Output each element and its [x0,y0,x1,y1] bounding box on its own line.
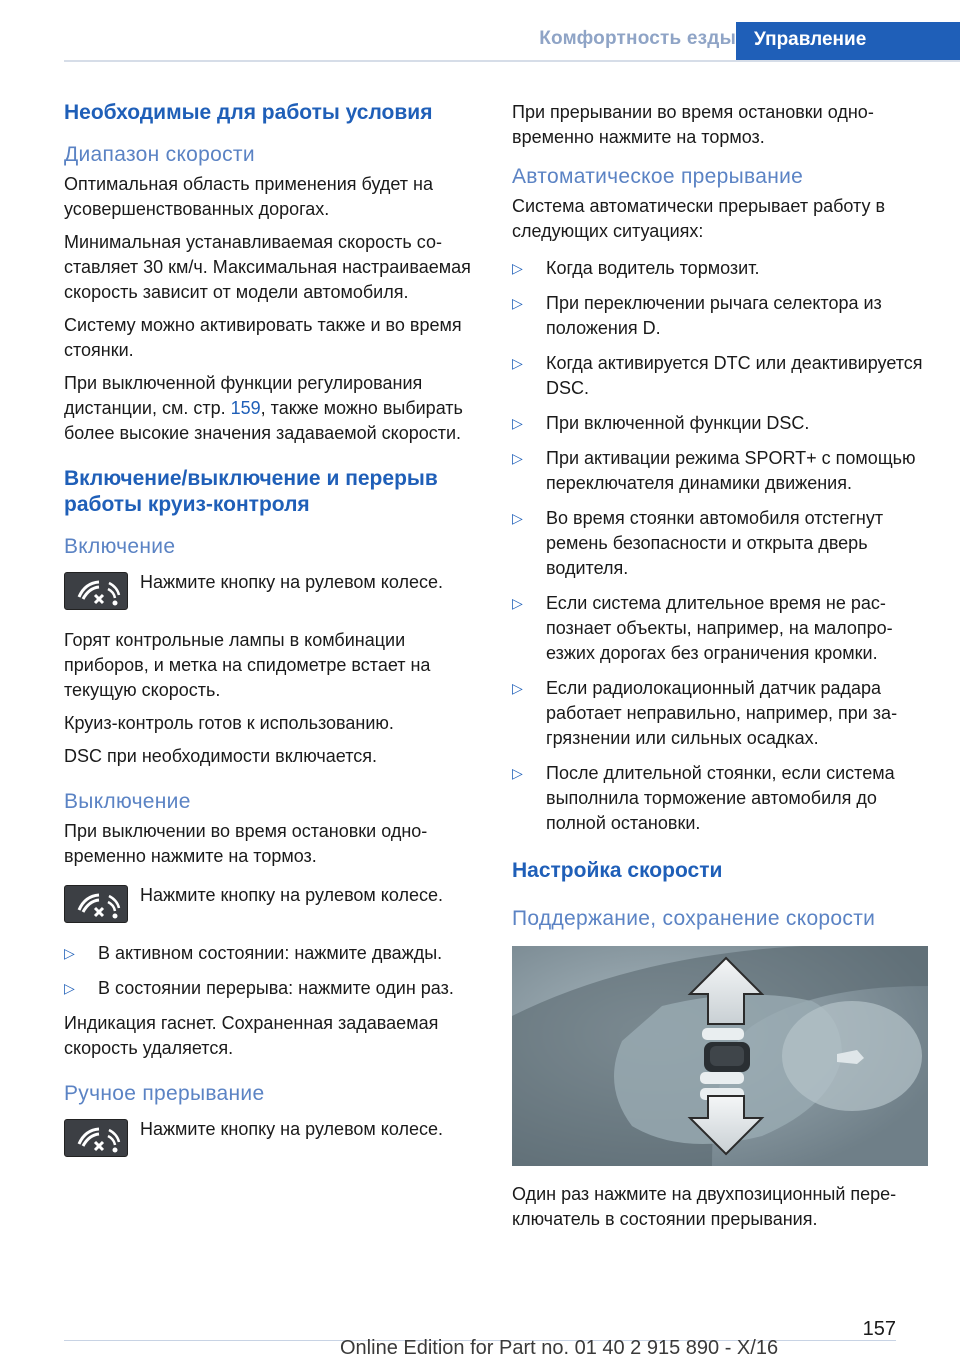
triangle-right-icon: ▷ [64,980,75,996]
triangle-right-icon: ▷ [512,355,523,371]
instruction-row [64,1117,480,1157]
list-item: ▷ В состоянии перерыва: нажмите один раз. [64,976,480,1001]
instruction-text: Нажмите кнопку на рулевом колесе. [140,885,444,905]
list-item: ▷ Во время стоянки автомобиля отстегнут ремень безопасности и открыта дверь водителя. [512,508,884,578]
header-divider [64,60,960,62]
heading-manual: Ручное прерывание [64,1082,265,1105]
cruise-control-button-icon [64,572,128,610]
paragraph: Индикация гаснет. Сохраненная задаваемая скорость удаляется. [64,1013,439,1058]
list-item: ▷ При переключении рычага селектора из положения D. [512,293,882,338]
paragraph: Один раз нажмите на двухпозиционный переключатель в состоянии прерывания. [512,1184,897,1229]
list-item: ▷ При включенной функции DSC. [512,411,928,436]
paragraph: При выключенной функции регулирования дистанции, см. стр. 159, также можно выбирать более высокие значения задаваемой скорости. [64,373,463,443]
instruction-text: Нажмите кнопку на рулевом колесе. [140,1119,444,1139]
heading-on-off: Включение/выключение и перерыв работы круиз-контроля [64,467,438,516]
header-chapter-tab[interactable]: Управление [736,22,960,62]
paragraph: Горят контрольные лампы в комбинации приборов, и метка на спидометре встает на текущую скорость. [64,630,431,700]
list-item: ▷ Когда активируется DTC или деактивируется DSC. [512,353,923,398]
steering-wheel-image [512,946,928,1166]
page-link[interactable]: 159 [230,398,261,418]
instruction-text: Нажмите кнопку на рулевом колесе. [140,572,444,592]
paragraph: Оптимальная область применения будет на усовершенствованных дорогах. [64,174,433,219]
paragraph: Система автоматически прерывает работу в следующих ситуациях: [512,196,886,241]
triangle-right-icon: ▷ [512,260,523,276]
triangle-right-icon: ▷ [512,415,523,431]
header-section-tab[interactable]: Комфортность езды [539,28,736,49]
triangle-right-icon: ▷ [512,680,523,696]
list-item: ▷ Если система длительное время не распознает объекты, например, на малопроезжих дорогах без ограничения кромки. [512,593,893,663]
heading-conditions: Необходимые для работы условия [64,101,433,124]
right-column [512,100,928,1240]
paragraph: При выключении во время остановки одновременно нажмите на тормоз. [64,821,428,866]
paragraph: Круиз-контроль готов к использованию. [64,713,394,733]
heading-off: Выключение [64,790,191,813]
triangle-right-icon: ▷ [64,945,75,961]
heading-auto-interrupt: Автоматическое прерывание [512,165,804,188]
triangle-right-icon: ▷ [512,510,523,526]
paragraph: DSC при необходимости включается. [64,746,377,766]
list-item: ▷ Когда водитель тормозит. [512,256,928,281]
paragraph: При прерывании во время остановки одновременно нажмите на тормоз. [512,102,874,147]
triangle-right-icon: ▷ [512,765,523,781]
paragraph: Систему можно активировать также и во время стоянки. [64,315,462,360]
instruction-row [64,570,480,610]
left-column [64,100,480,1175]
bullet-list [64,941,480,1001]
heading-on: Включение [64,535,176,558]
list-item: ▷ При активации режима SPORT+ с помощью переключателя динамики движения. [512,448,916,493]
bullet-list [512,256,928,836]
heading-maintain-speed: Поддержание, сохранение скорости [512,907,876,930]
list-item: ▷ В активном состоянии: нажмите дважды. [64,941,480,966]
triangle-right-icon: ▷ [512,295,523,311]
list-item: ▷ Если радиолокационный датчик радара работает неправильно, например, при загрязнении или сильных осадках. [512,678,898,748]
heading-speed-setting: Настройка скорости [512,859,723,882]
cruise-control-button-icon [64,885,128,923]
page-header [0,0,960,62]
triangle-right-icon: ▷ [512,595,523,611]
triangle-right-icon: ▷ [512,450,523,466]
paragraph: Минимальная устанавливаемая скорость составляет 30 км/ч. Максимальная настраиваемая скорость зависит от модели автомобиля. [64,232,471,302]
page-number: 157 [862,1318,896,1340]
instruction-row [64,883,480,923]
cruise-control-button-icon [64,1119,128,1157]
list-item: ▷ После длительной стоянки, если система выполнила торможение автомобиля до полной остановки. [512,763,895,833]
edition-text: Online Edition for Part no. 01 40 2 915 890 - X/16 [340,1337,779,1359]
heading-speed-range: Диапазон скорости [64,143,255,166]
